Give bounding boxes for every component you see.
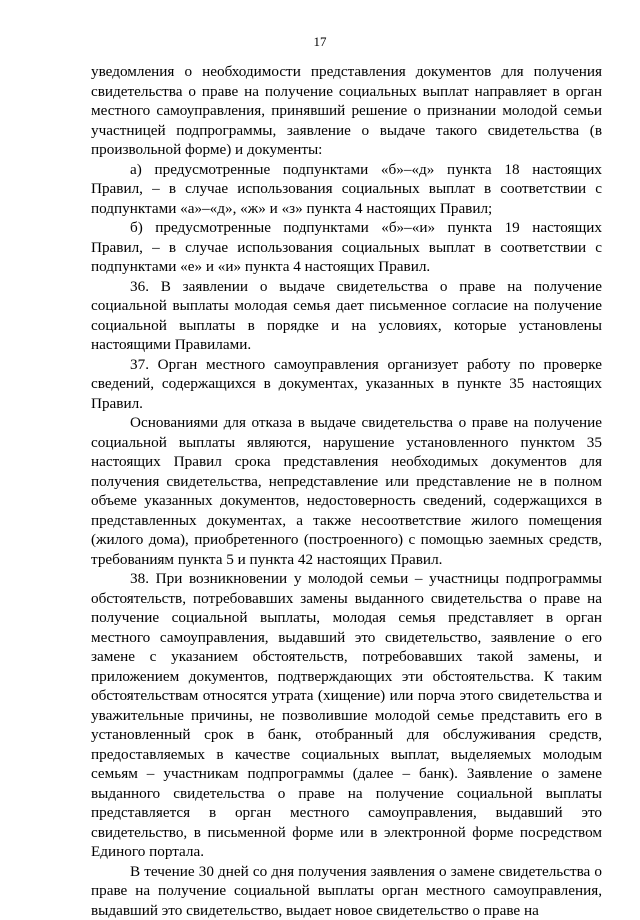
page-number: 17: [0, 35, 640, 49]
paragraph: 36. В заявлении о выдаче свидетельства о праве на получение социальной выплаты молодая семья дает письменное согласие на получение социальной выплаты в порядке и на условиях, которые установлены настоящими Правилами.: [91, 277, 602, 355]
paragraph: Основаниями для отказа в выдаче свидетельства о праве на получение социальной выплаты являются, нарушение установленного пунктом 35 настоящих Правил срока представления необходимых документов для получения свидетельства, непредставление или представление не в полном объеме указанных документов, недостоверность сведений, содержащихся в представленных документах, а также несоответствие жилого помещения (жилого дома), приобретенного (построенного) с помощью заемных средств, требованиям пункта 5 и пункта 42 настоящих Правил.: [91, 413, 602, 569]
paragraph: б) предусмотренные подпунктами «б»–«и» пункта 19 настоящих Правил, – в случае использования социальных выплат в соответствии с подпунктами «е» и «и» пункта 4 настоящих Правил.: [91, 218, 602, 277]
paragraph: уведомления о необходимости представления документов для получения свидетельства о праве на получение социальных выплат направляет в орган местного самоуправления, принявший решение о признании молодой семьи участницей подпрограммы, заявление о выдаче такого свидетельства (в произвольной форме) и документы:: [91, 62, 602, 160]
paragraph: 38. При возникновении у молодой семьи – участницы подпрограммы обстоятельств, потребовавших замены выданного свидетельства о праве на получение социальной выплаты, молодая семья представляет в орган местного самоуправления, выдавший это свидетельство, заявление о его замене с указанием обстоятельств, потребовавших такой замены, и приложением документов, подтверждающих эти обстоятельства. К таким обстоятельствам относятся утрата (хищение) или порча этого свидетельства и уважительные причины, не позволившие молодой семье представить его в установленный срок в банк, отобранный для обслуживания средств, предоставляемых в качестве социальных выплат, выделяемых молодым семьям – участникам подпрограммы (далее – банк). Заявление о замене выданного свидетельства о праве на получение социальной выплаты представляется в орган местного самоуправления, выдавший это свидетельство, в письменной форме или в электронной форме посредством Единого портала.: [91, 569, 602, 862]
paragraph: а) предусмотренные подпунктами «б»–«д» пункта 18 настоящих Правил, – в случае использования социальных выплат в соответствии с подпунктами «а»–«д», «ж» и «з» пункта 4 настоящих Правил;: [91, 160, 602, 219]
document-body: [91, 62, 602, 920]
paragraph: 37. Орган местного самоуправления организует работу по проверке сведений, содержащихся в документах, указанных в пункте 35 настоящих Правил.: [91, 355, 602, 414]
paragraph: В течение 30 дней со дня получения заявления о замене свидетельства о праве на получение социальной выплаты орган местного самоуправления, выдавший это свидетельство, выдает новое свидетельство о праве на: [91, 862, 602, 920]
